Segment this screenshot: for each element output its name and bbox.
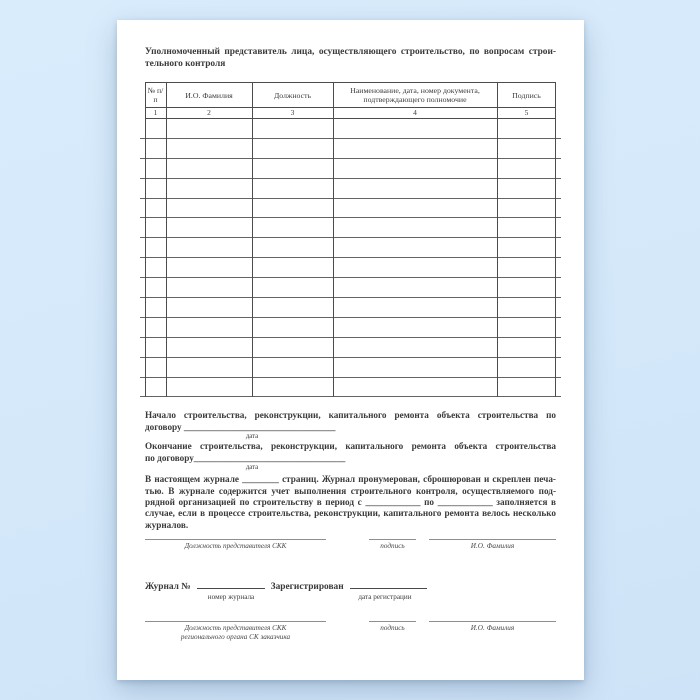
journal-captions — [145, 593, 556, 603]
table-empty-row — [145, 199, 556, 219]
column-number: 1 — [153, 108, 158, 117]
table-vertical-line — [252, 83, 253, 397]
signature-role-caption: Должность представителя СКК — [145, 539, 326, 551]
signature-sign-caption: подпись — [369, 621, 416, 633]
paragraph-line: случае, если в процессе строительства, реконструкции, капитального ремонта велось несколько — [145, 508, 556, 519]
header-cell-signature: Подпись — [512, 90, 541, 100]
registered-label: Зарегистрирован — [270, 581, 344, 592]
header-cell-position: Должность — [273, 90, 312, 100]
page-title-line1: Уполномоченный представитель лица, осуществляющего строительство, по вопросам строи- — [145, 47, 556, 57]
representatives-table — [145, 82, 556, 397]
start-text-line2: договору _________________________________ — [145, 421, 336, 432]
table-empty-row — [145, 179, 556, 199]
start-date-caption: дата — [245, 433, 259, 441]
signature-role-caption — [145, 621, 326, 642]
table-empty-row — [145, 358, 556, 378]
signature-block-2 — [145, 621, 556, 642]
table-empty-row — [145, 318, 556, 338]
table-empty-row — [145, 338, 556, 358]
table-empty-row — [145, 258, 556, 278]
signature-sign-caption: подпись — [369, 539, 416, 551]
column-number: 2 — [207, 108, 211, 117]
table-column-number-row — [145, 108, 556, 119]
journal-number-caption: номер журнала — [207, 592, 255, 601]
signature-name-caption: И.О. Фамилия — [429, 621, 556, 633]
table-empty-row — [145, 238, 556, 258]
table-empty-row — [145, 298, 556, 318]
journal-registration-row — [145, 579, 556, 603]
column-number: 5 — [524, 108, 529, 117]
pages-count-paragraph — [145, 474, 556, 530]
signature-name-caption: И.О. Фамилия — [429, 539, 556, 551]
table-empty-row — [145, 378, 556, 398]
end-text-line1: Окончание строительства, реконструкции, капитального ремонта объекта строительства — [145, 441, 556, 452]
start-text-line1: Начало строительства, реконструкции, капитального ремонта объекта строительства по — [145, 410, 556, 421]
journal-number-label: Журнал № — [145, 581, 191, 592]
table-empty-row — [145, 139, 556, 159]
registration-date-caption: дата регистрации — [358, 592, 412, 601]
header-cell-name: И.О. Фамилия — [185, 90, 233, 100]
paragraph-line: журналов. — [145, 519, 189, 530]
table-empty-row — [145, 159, 556, 179]
table-vertical-line — [497, 83, 498, 397]
header-cell-number: № п/п — [147, 86, 164, 104]
column-number: 3 — [290, 108, 295, 117]
construction-end-section — [145, 441, 556, 471]
journal-number-blank — [197, 579, 265, 589]
paragraph-line: В настоящем журнале ________ страниц. Журнал пронумерован, сброшюрован и скреплен печа- — [145, 474, 556, 485]
end-date-caption: дата — [245, 464, 259, 472]
table-vertical-line — [145, 83, 146, 397]
end-text-line2: по договору_________________________________ — [145, 452, 346, 463]
paragraph-line: рядной организацией по строительству в период с ____________ по ____________ заполняется в — [145, 497, 556, 508]
table-vertical-line — [166, 83, 167, 397]
table-vertical-line — [333, 83, 334, 397]
column-number: 4 — [413, 108, 417, 117]
page-title — [145, 47, 556, 70]
table-vertical-line — [555, 83, 556, 397]
header-cell-document: Наименование, дата, номер документа, подтверждающего полномочие — [350, 86, 480, 104]
page-content — [145, 47, 556, 642]
signature-role-line1: Должность представителя СКК — [184, 623, 287, 632]
signature-role-line2: регионального органа СК заказчика — [180, 632, 291, 641]
table-body — [145, 119, 556, 397]
table-empty-row — [145, 278, 556, 298]
registration-date-blank — [350, 579, 427, 589]
table-empty-row — [145, 119, 556, 139]
page-title-line2: тельного контроля — [145, 58, 226, 69]
paragraph-line: тью. В журнале содержится учет выполнения строительного контроля, осуществляемого под- — [145, 485, 556, 496]
construction-start-section — [145, 410, 556, 440]
table-empty-row — [145, 218, 556, 238]
document-page — [117, 20, 584, 680]
table-header-row — [145, 83, 556, 108]
signature-block-1 — [145, 539, 556, 551]
